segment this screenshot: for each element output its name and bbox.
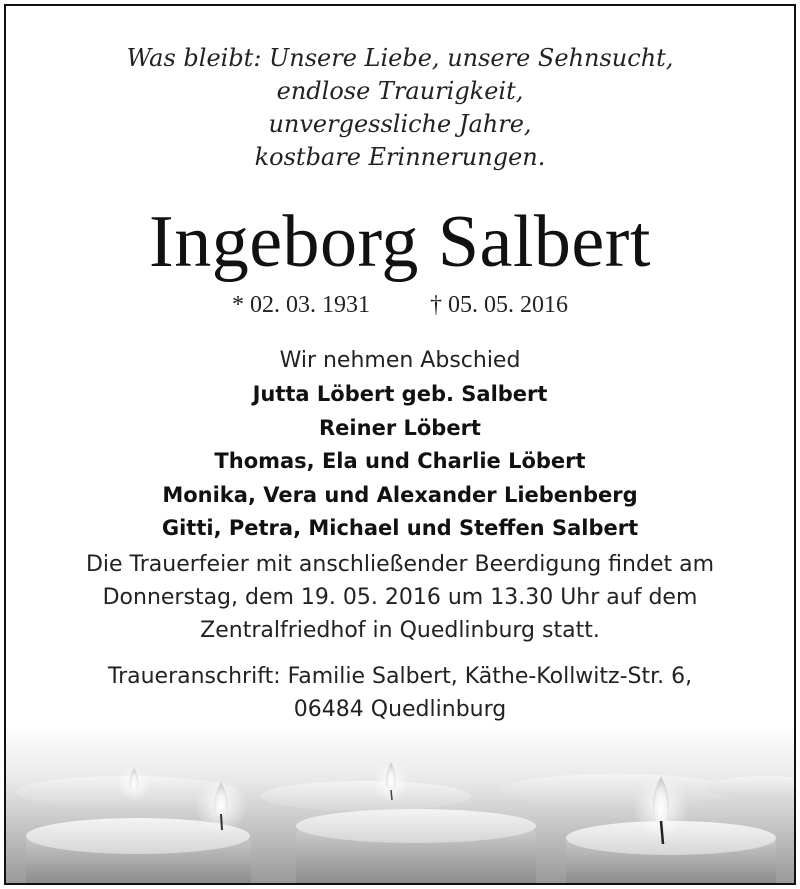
candles-image bbox=[6, 726, 794, 883]
poem-line: unvergessliche Jahre, bbox=[268, 110, 532, 138]
birth-date: * 02. 03. 1931 bbox=[232, 292, 370, 318]
life-dates bbox=[6, 290, 794, 320]
funeral-notice-line: Zentralfriedhof in Quedlinburg statt. bbox=[200, 618, 600, 643]
deceased-name: Ingeborg Salbert bbox=[149, 201, 651, 283]
funeral-notice-line: Donnerstag, dem 19. 05. 2016 um 13.30 Uhr auf dem bbox=[102, 585, 698, 610]
poem-line: kostbare Erinnerungen. bbox=[254, 143, 546, 171]
poem-line: Was bleibt: Unsere Liebe, unsere Sehnsucht, bbox=[126, 44, 674, 72]
address-line: Traueranschrift: Familie Salbert, Käthe-Kollwitz-Str. 6, bbox=[107, 664, 693, 689]
mourners-list bbox=[6, 344, 794, 546]
poem-line: endlose Traurigkeit, bbox=[276, 77, 524, 105]
mourning-address bbox=[6, 660, 794, 726]
mourner-name: Monika, Vera und Alexander Liebenberg bbox=[162, 482, 638, 507]
obituary-frame bbox=[4, 4, 796, 885]
funeral-notice-line: Die Trauerfeier mit anschließender Beerdigung findet am bbox=[85, 552, 715, 577]
farewell-intro: Wir nehmen Abschied bbox=[279, 348, 521, 373]
mourner-name: Gitti, Petra, Michael und Steffen Salbert bbox=[161, 516, 639, 540]
death-date: † 05. 05. 2016 bbox=[430, 292, 568, 318]
mourner-name: Jutta Löbert geb. Salbert bbox=[252, 382, 548, 406]
mourner-name: Reiner Löbert bbox=[319, 415, 481, 440]
memorial-poem bbox=[6, 42, 794, 174]
candles-icon bbox=[6, 726, 794, 883]
mourner-name: Thomas, Ela und Charlie Löbert bbox=[214, 449, 586, 473]
address-line: 06484 Quedlinburg bbox=[293, 697, 507, 722]
funeral-notice bbox=[6, 548, 794, 647]
